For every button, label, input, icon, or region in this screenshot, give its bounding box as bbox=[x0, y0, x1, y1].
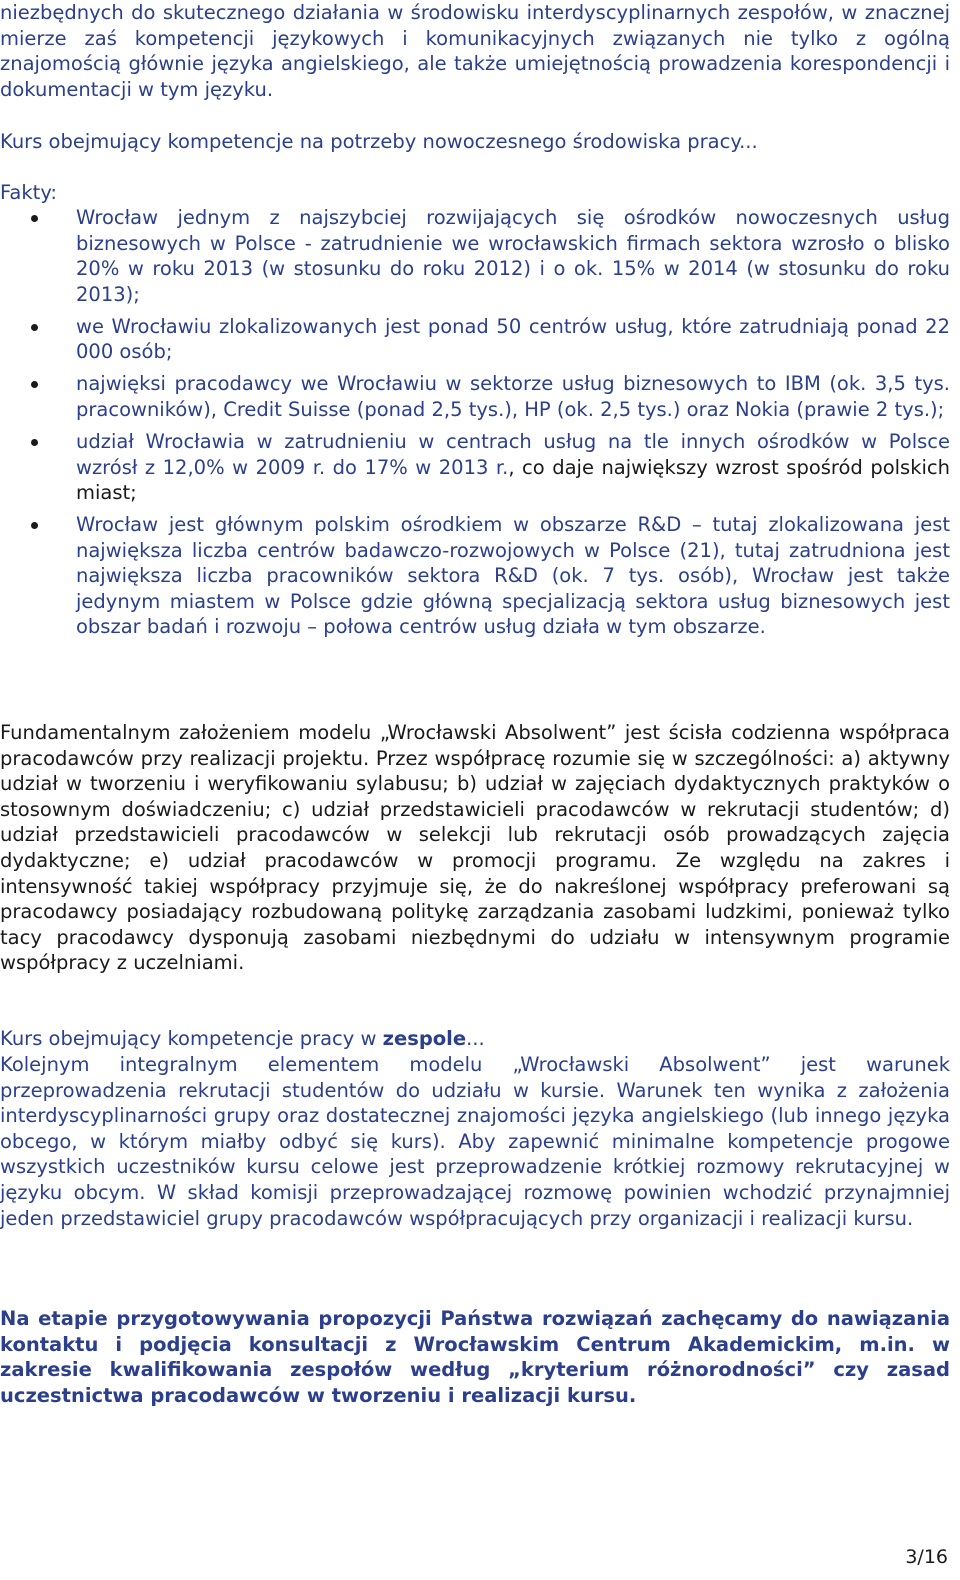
bullet-icon bbox=[31, 324, 38, 331]
facts-list bbox=[0, 205, 950, 646]
heading-bold-word: zespole bbox=[382, 1027, 467, 1050]
bullet-icon bbox=[31, 439, 38, 446]
list-item bbox=[0, 314, 950, 365]
list-item bbox=[0, 512, 950, 640]
fact-text: , co daje największy wzrost spośród polskich miast; bbox=[76, 455, 950, 505]
fact-text: Wrocław jest głównym polskim ośrodkiem w obszarze R&D – tutaj zlokalizowana jest największa liczba centrów badawczo-rozwojowych w Polsce (21), tutaj zatrudniona jest największa liczba pracowników sektora R&D (ok. 7 tys. osób), Wrocław jest także jedynym miastem w Polsce gdzie główną specjalizacją sektora usług biznesowych jest obszar badań i rozwoju – połowa centrów usług działa w tym obszarze. bbox=[76, 513, 950, 639]
section-heading-team bbox=[0, 1026, 950, 1052]
heading-prefix: Kurs obejmujący kompetencje pracy w bbox=[0, 1027, 383, 1050]
fact-text: we Wrocławiu zlokalizowanych jest ponad 50 centrów usług, które zatrudniają ponad 22 000 osób; bbox=[76, 314, 950, 364]
fact-text: najwięksi pracodawcy we Wrocławiu w sektorze usług biznesowych to IBM (ok. 3,5 tys. pracowników), Credit Suisse (ponad 2,5 tys.), HP (ok. 2,5 tys.) oraz Nokia (prawie 2 tys.); bbox=[76, 372, 950, 421]
list-item bbox=[0, 205, 950, 307]
bullet-icon bbox=[31, 522, 38, 529]
facts-label: Fakty: bbox=[0, 181, 58, 204]
page-number: 3/16 bbox=[905, 1546, 948, 1568]
list-item bbox=[0, 429, 950, 506]
section-heading-workplace: Kurs obejmujący kompetencje na potrzeby nowoczesnego środowiska pracy... bbox=[0, 130, 758, 153]
fact-text-highlight: udział Wrocławia w zatrudnieniu w centrach usług na tle innych ośrodków w Polsce wzrósł z 12,0% w 2009 r. do 17% w 2013 r. bbox=[76, 429, 950, 479]
recruitment-paragraph: Kolejnym integralnym elementem modelu „Wrocławski Absolwent” jest warunek przeprowadzenia rekrutacji studentów do udziału w kursie. Warunek ten wynika z założenia interdyscyplinarności grupy oraz dostatecznej znajomości języka angielskiego (lub innego języka obcego, w którym miałby odbyć się kurs). Aby zapewnić minimalne kompetencje progowe wszystkich uczestników kursu celowe jest przeprowadzenie krótkiej rozmowy rekrutacyjnej w języku obcym. W skład komisji przeprowadzającej rozmowę powinien wchodzić przynajmniej jeden przedstawiciel grupy pracodawców współpracujących przy organizacji i realizacji kursu. bbox=[0, 1053, 950, 1230]
intro-paragraph: niezbędnych do skutecznego działania w środowisku interdyscyplinarnych zespołów, w znacznej mierze zaś kompetencji językowych i komunikacyjnych związanych nie tylko z ogólną znajomością głównie języka angielskiego, ale także umiejętnością prowadzenia korespondencji i dokumentacji w tym języku. bbox=[0, 1, 950, 101]
heading-suffix: ... bbox=[466, 1027, 485, 1050]
bullet-icon bbox=[31, 215, 38, 222]
fact-text: Wrocław jednym z najszybciej rozwijających się ośrodków nowoczesnych usług biznesowych w Polsce - zatrudnienie we wrocławskich firmach sektora wzrosło o blisko 20% w roku 2013 (w stosunku do roku 2012) i o ok. 15% w 2014 (w stosunku do roku 2013); bbox=[76, 206, 950, 306]
list-item bbox=[0, 371, 950, 422]
bullet-icon bbox=[31, 381, 38, 388]
fundamental-paragraph: Fundamentalnym założeniem modelu „Wrocławski Absolwent” jest ścisła codzienna współpraca pracodawców przy realizacji projektu. Przez współpracę rozumie się w szczególności: a) aktywny udział w tworzeniu i weryfikowaniu sylabusu; b) udział w zajęciach dydaktycznych praktyków o stosownym doświadczeniu; c) udział przedstawicieli pracodawców w rekrutacji studentów; d) udział przedstawicieli pracodawców w selekcji lub rekrutacji osób prowadzących zajęcia dydaktyczne; e) udział pracodawców w promocji programu. Ze względu na zakres i intensywność takiej współpracy przyjmuje się, że do nakreślonej współpracy preferowani są pracodawcy posiadający rozbudowaną politykę zarządzania zasobami ludzkimi, ponieważ tylko tacy pracodawcy dysponują zasobami niezbędnymi do udziału w intensywnym programie współpracy z uczelniami. bbox=[0, 721, 950, 975]
closing-bold-paragraph: Na etapie przygotowywania propozycji Państwa rozwiązań zachęcamy do nawiązania kontaktu i podjęcia konsultacji z Wrocławskim Centrum Akademickim, m.in. w zakresie kwalifikowania zespołów według „kryterium różnorodności” czy zasad uczestnictwa pracodawców w tworzeniu i realizacji kursu. bbox=[0, 1307, 950, 1407]
